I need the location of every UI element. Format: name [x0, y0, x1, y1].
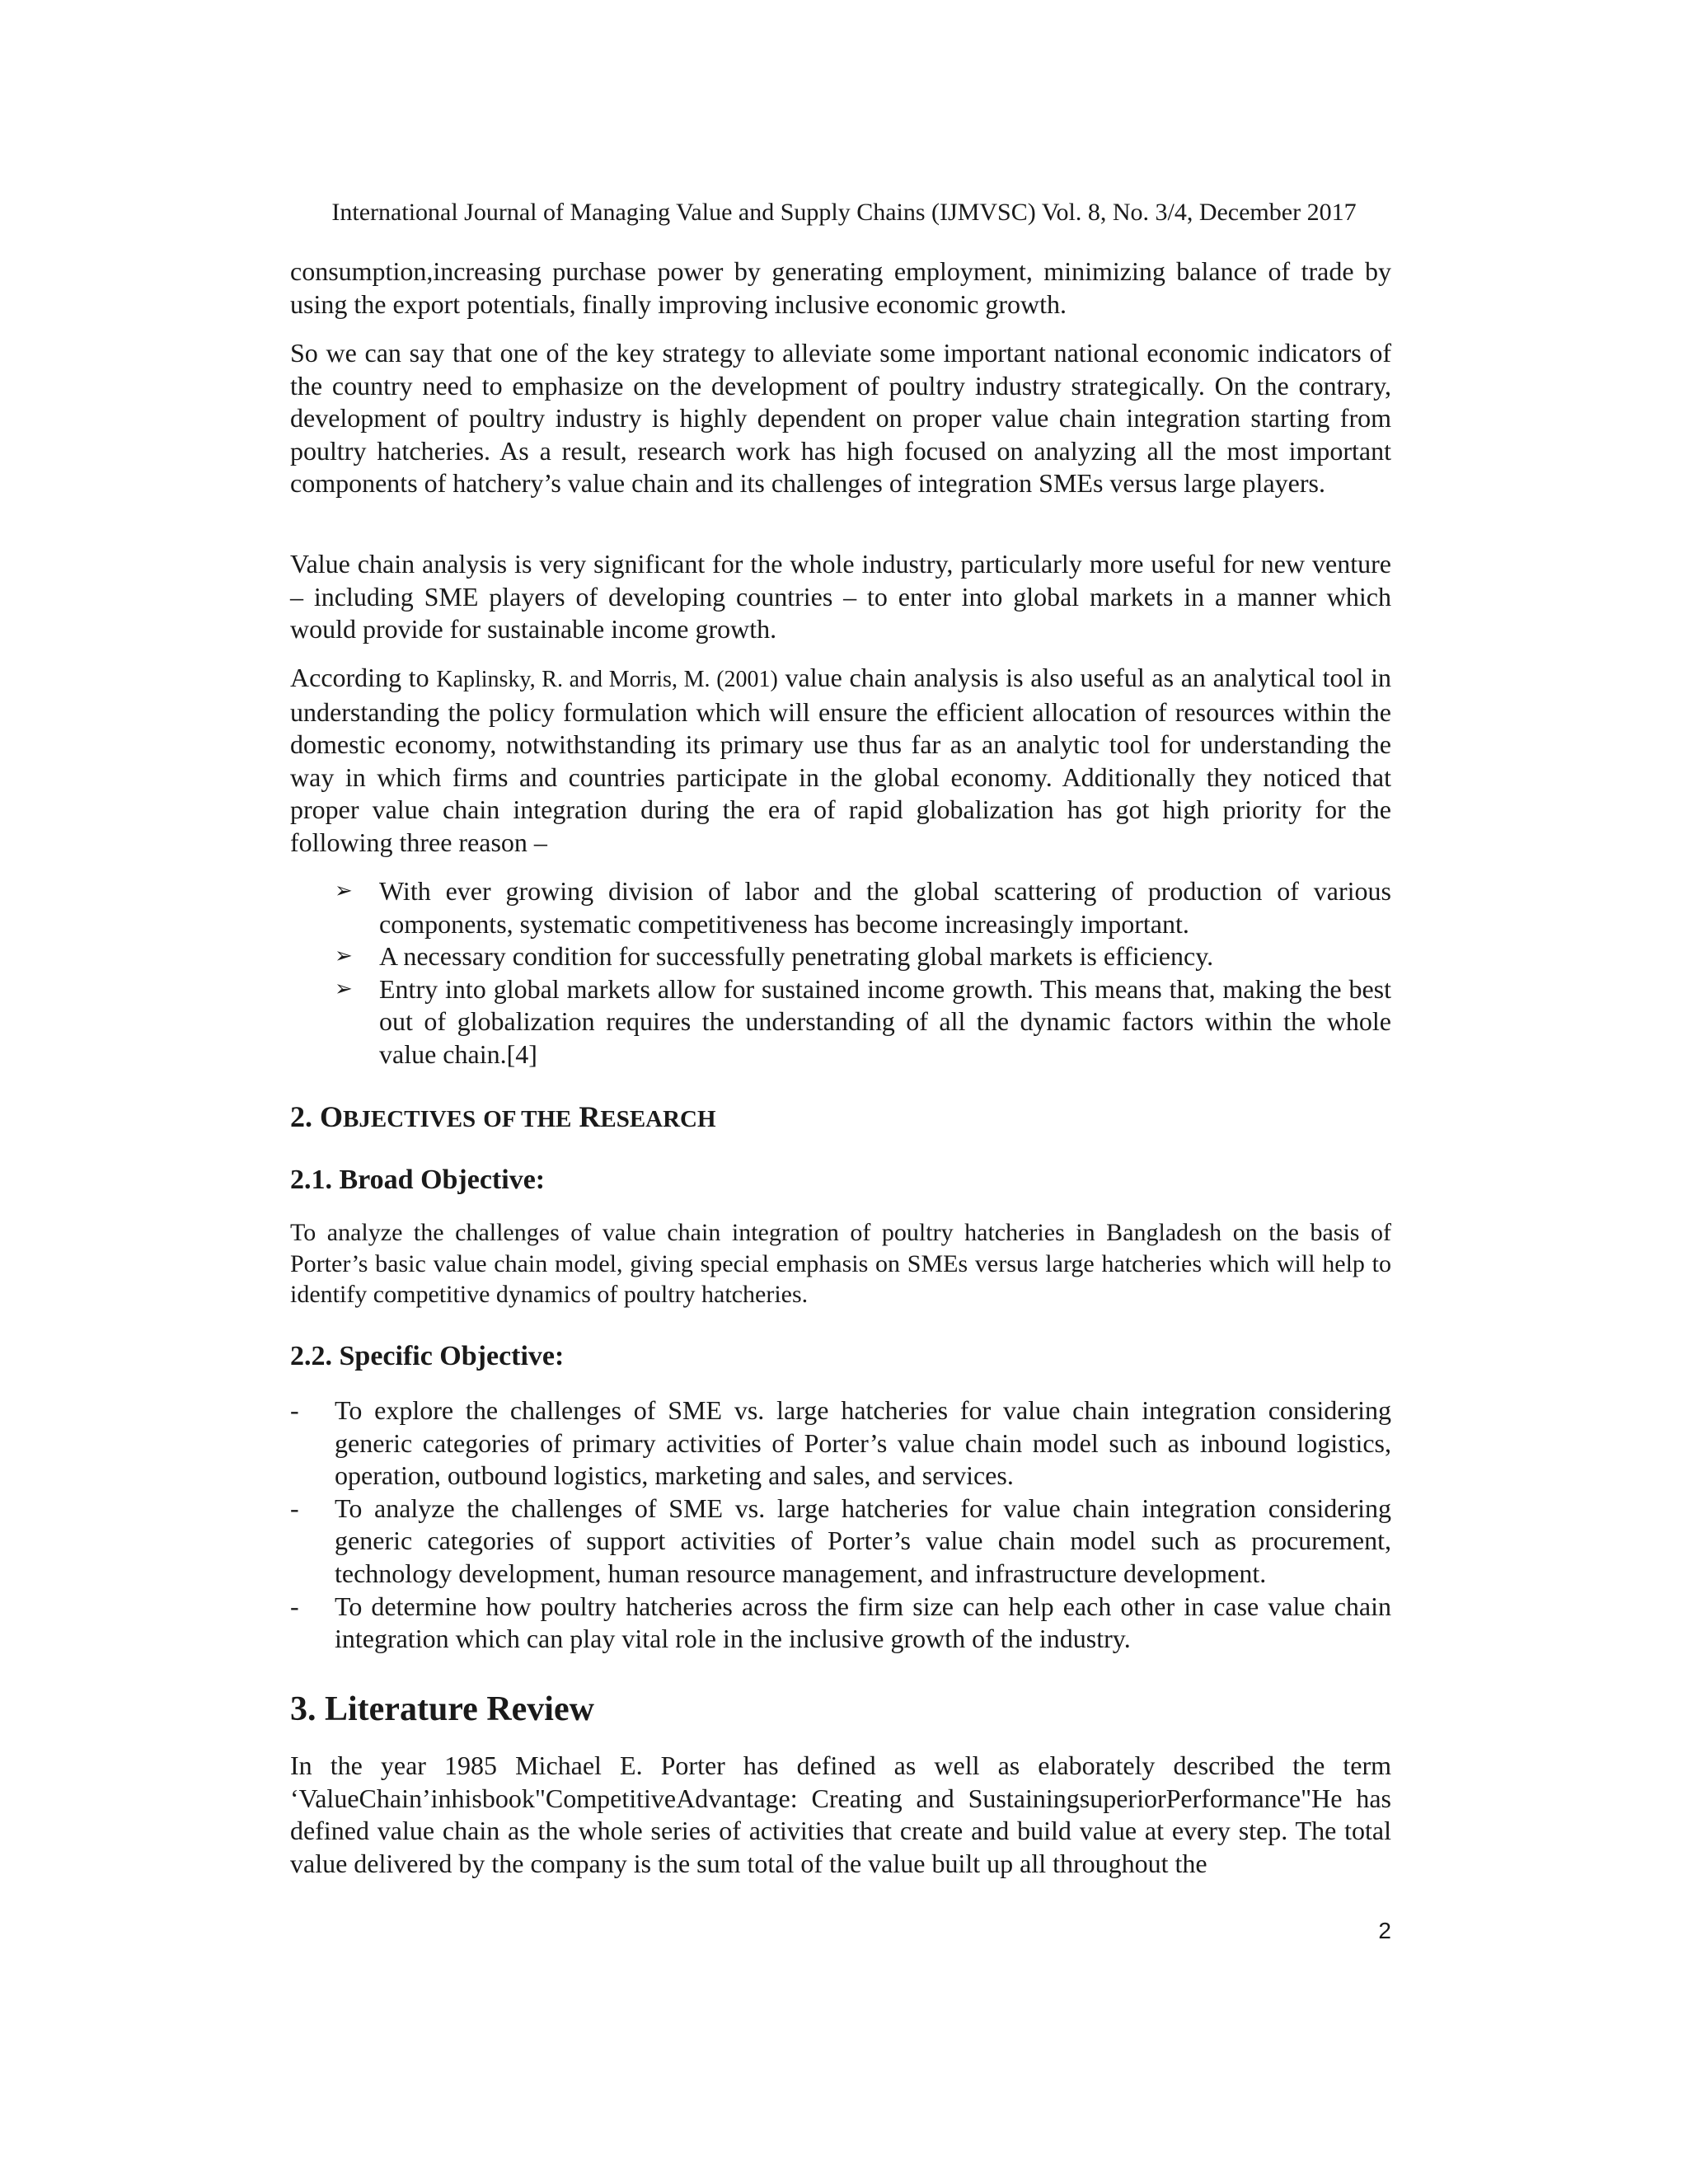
paragraph-value-chain-significance: Value chain analysis is very significant for the whole industry, particularly more useful for new venture – including SME players of developing countries – to enter into global markets in a manner which would provide for sustainable income growth. — [290, 549, 1391, 644]
broad-objective-text: To analyze the challenges of value chain integration of poultry hatcheries in Bangladesh on the basis of Porter’s basic value chain model, giving special emphasis on SMEs versus large hatcheries which will help to identify competitive dynamics of poultry hatcheries. — [290, 1219, 1391, 1308]
list-item-text: With ever growing division of labor and the global scattering of production of various components, systematic competitiveness has become increasingly important. — [379, 876, 1391, 939]
paragraph-kaplinsky — [290, 662, 1391, 860]
paragraph-kaplinsky-lead: According to — [290, 663, 437, 692]
list-item-text: Entry into global markets allow for sustained income growth. This means that, making the best out of globalization requires the understanding of all the dynamic factors within the whole value chain.[4] — [379, 973, 1391, 1069]
paragraph-key-strategy: So we can say that one of the key strategy to alleviate some important national economic indicators of the country need to emphasize on the development of poultry industry strategically. On the contrary, development of poultry industry is highly dependent on proper value chain integration starting from poultry hatcheries. As a result, research work has high focused on analyzing all the most important components of hatchery’s value chain and its challenges of integration SMEs versus large players. — [290, 338, 1391, 499]
list-item-text: A necessary condition for successfully penetrating global markets is efficiency. — [379, 941, 1214, 972]
arrow-bullet-icon: ➢ — [335, 879, 353, 903]
list-item-text: To explore the challenges of SME vs. large hatcheries for value chain integration considering generic categories of primary activities of Porter’s value chain model such as inbound logistics, operation, outbound logistics, marketing and sales, and services. — [335, 1395, 1391, 1491]
list-item — [290, 940, 1391, 973]
running-header: International Journal of Managing Value and Supply Chains (IJMVSC) Vol. 8, No. 3/4, December 2017 — [331, 199, 1357, 226]
dash-bullet: - — [290, 1493, 299, 1523]
dash-bullet: - — [290, 1395, 299, 1425]
paragraph-literature-review: In the year 1985 Michael E. Porter has defined as well as elaborately described the term ‘ValueChain’inhisbook"CompetitiveAdvantage: Creating and SustainingsuperiorPerformance"He has defined value chain as the whole series of activities that create and build value at every step. The total value delivered by the company is the sum total of the value built up all throughout the — [290, 1750, 1391, 1878]
arrow-bullet-icon: ➢ — [335, 944, 353, 969]
section-heading-literature-review: 3. Literature Review — [290, 1690, 594, 1728]
specific-objectives-list — [290, 1394, 1391, 1656]
list-item — [290, 875, 1391, 940]
list-item — [290, 1591, 1391, 1656]
list-item — [290, 1394, 1391, 1493]
subsection-heading-specific-objective: 2.2. Specific Objective: — [290, 1341, 565, 1371]
paragraph-kaplinsky-body: value chain analysis is also useful as an analytical tool in understanding the policy formulation which will ensure the efficient allocation of resources within the domestic economy, notwithstanding its primary use thus far as an analytic tool for understanding the way in which firms and countries participate in the global economy. Additionally they noticed that proper value chain integration during the era of rapid globalization has got high priority for the following three reason – — [290, 663, 1392, 857]
page-number: 2 — [1378, 1918, 1391, 1943]
paragraph-continuation: consumption,increasing purchase power by generating employment, minimizing balance of trade by using the export potentials, finally improving inclusive economic growth. — [290, 256, 1391, 319]
list-item — [290, 1493, 1391, 1591]
subsection-heading-broad-objective: 2.1. Broad Objective: — [290, 1165, 546, 1195]
list-item — [290, 973, 1391, 1071]
list-item-text: To analyze the challenges of SME vs. large hatcheries for value chain integration considering generic categories of support activities of Porter’s value chain model such as procurement, technology development, human resource management, and infrastructure development. — [335, 1493, 1391, 1588]
reasons-list — [290, 875, 1391, 1071]
citation-kaplinsky-morris: Kaplinsky, R. and Morris, M. (2001) — [436, 667, 778, 692]
list-item-text: To determine how poultry hatcheries across the firm size can help each other in case value chain integration which can play vital role in the inclusive growth of the industry. — [335, 1591, 1391, 1654]
arrow-bullet-icon: ➢ — [335, 976, 353, 1001]
dash-bullet: - — [290, 1591, 299, 1621]
section-heading-objectives: 2. OBJECTIVES OF THE RESEARCH — [290, 1100, 716, 1133]
